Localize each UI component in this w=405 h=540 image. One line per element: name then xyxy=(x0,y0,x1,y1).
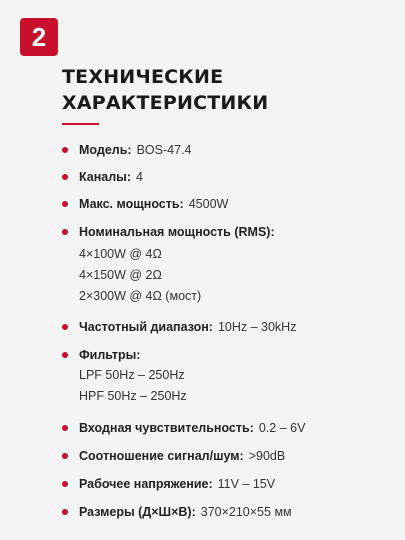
spec-value: 0.2 – 6V xyxy=(258,421,306,435)
spec-label: Модель: xyxy=(79,143,132,157)
spec-label: Каналы: xyxy=(79,170,132,184)
spec-item-dimensions xyxy=(62,502,392,522)
bullet-icon xyxy=(62,509,68,515)
spec-item-rms-power xyxy=(62,222,392,307)
bullet-icon xyxy=(62,453,68,459)
spec-label: Размеры (Д×Ш×В): xyxy=(79,505,196,519)
spec-item-operating-voltage xyxy=(62,474,392,494)
spec-sub-value: HPF 50Hz – 250Hz xyxy=(79,389,187,403)
spec-value: >90dB xyxy=(248,449,286,463)
spec-sub-value: 4×100W @ 4Ω xyxy=(79,247,162,261)
spec-item-channels xyxy=(62,167,392,187)
bullet-icon xyxy=(62,324,68,330)
page-title xyxy=(62,64,268,116)
title-line-1: ТЕХНИЧЕСКИЕ xyxy=(62,66,224,88)
bullet-icon xyxy=(62,174,68,180)
spec-item-signal-noise xyxy=(62,446,392,466)
bullet-icon xyxy=(62,352,68,358)
spec-label: Номинальная мощность (RMS): xyxy=(79,225,275,239)
spec-value: 11V – 15V xyxy=(217,477,276,491)
spec-sub-value: 4×150W @ 2Ω xyxy=(79,268,162,282)
spec-value: 370×210×55 мм xyxy=(200,505,292,519)
spec-label: Частотный диапазон: xyxy=(79,320,213,334)
spec-sub-value: 2×300W @ 4Ω (мост) xyxy=(79,289,202,303)
spec-item-model xyxy=(62,140,392,160)
spec-value: 10Hz – 30kHz xyxy=(217,320,297,334)
bullet-icon xyxy=(62,201,68,207)
spec-item-max-power xyxy=(62,194,392,214)
spec-label: Входная чувствительность: xyxy=(79,421,254,435)
bullet-icon xyxy=(62,425,68,431)
spec-sub-value: LPF 50Hz – 250Hz xyxy=(79,368,185,382)
spec-label: Фильтры: xyxy=(79,348,141,362)
spec-value: 4 xyxy=(136,170,143,184)
spec-label: Рабочее напряжение: xyxy=(79,477,213,491)
spec-value: BOS-47.4 xyxy=(136,143,192,157)
spec-list xyxy=(62,140,392,522)
spec-item-input-sensitivity xyxy=(62,418,392,438)
bullet-icon xyxy=(62,229,68,235)
spec-value: 4500W xyxy=(188,197,229,211)
title-underline xyxy=(62,123,99,125)
bullet-icon xyxy=(62,481,68,487)
spec-label: Соотношение сигнал/шум: xyxy=(79,449,244,463)
spec-item-frequency-range xyxy=(62,317,392,337)
bullet-icon xyxy=(62,147,68,153)
spec-item-filters xyxy=(62,345,392,407)
section-number-badge: 2 xyxy=(20,18,58,56)
spec-label: Макс. мощность: xyxy=(79,197,184,211)
title-line-2: ХАРАКТЕРИСТИКИ xyxy=(62,92,269,114)
